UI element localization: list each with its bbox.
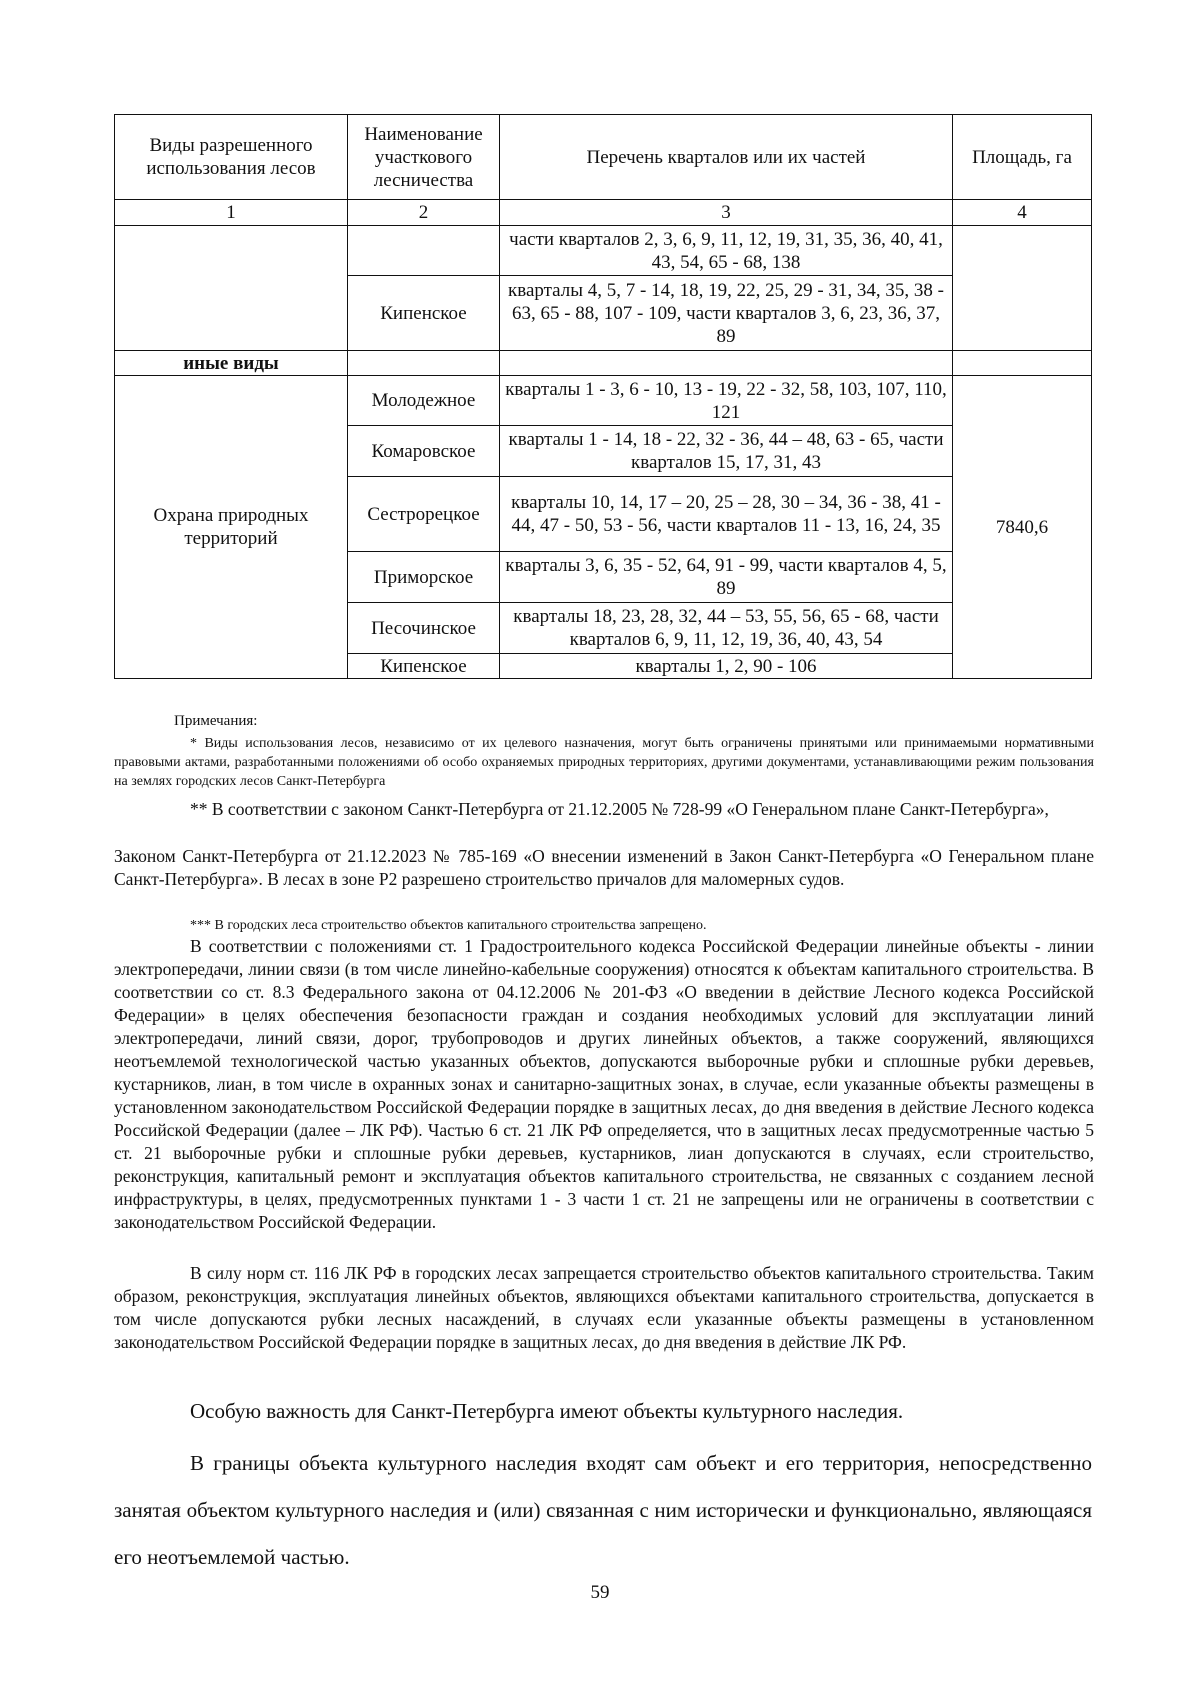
table-row: [115, 226, 1092, 276]
header-cell: Перечень кварталов или их частей: [500, 115, 953, 200]
urban-forests-paragraph: В силу норм ст. 116 ЛК РФ в городских лесах запрещается строительство объектов капитального строительства. Таким образом, реконструкция, эксплуатация линейных объектов, являющихся объектами капитального строительства, допускается в том числе допускаются рубки лесных насаждений, в случаях если указанные объекты размещены в установленном законодательством Российской Федерации порядке в защитных лесах, до дня введения в действие ЛК РФ.: [114, 1263, 1094, 1352]
empty-cell: [953, 351, 1092, 376]
empty-cell: [348, 226, 500, 276]
quarters-cell: кварталы 10, 14, 17 – 20, 25 – 28, 30 – 34, 36 - 38, 41 - 44, 47 - 50, 53 - 56, части кварталов 11 - 13, 16, 24, 35: [500, 477, 953, 552]
table-row: [115, 351, 1092, 376]
use-type-cell: иные виды: [115, 351, 348, 376]
footnote-1: * Виды использования лесов, независимо от их целевого назначения, могут быть ограничены принятыми или принимаемыми нормативными правовыми актами, разработанными положениями об особо охраняемых природных территориях, другими документами, устанавливающими режим пользования на землях городских лесов Санкт-Петербурга: [114, 736, 1094, 789]
forestry-cell: Сестрорецкое: [348, 477, 500, 552]
table-number-row: [115, 200, 1092, 226]
forestry-cell: Песочинское: [348, 603, 500, 654]
empty-cell: [115, 226, 348, 351]
footnote-3: *** В городских леса строительство объектов капитального строительства запрещено.: [190, 918, 707, 933]
column-number: 2: [348, 200, 500, 226]
table-row: [115, 376, 1092, 426]
column-number: 4: [953, 200, 1092, 226]
page-number: 59: [590, 1582, 610, 1603]
footnote-2: ** В соответствии с законом Санкт-Петербурга от 21.12.2005 № 728-99 «О Генеральном плане Санкт-Петербурга»,: [190, 799, 1049, 819]
forestry-cell: Кипенское: [348, 276, 500, 351]
use-type-cell: Охрана природных территорий: [115, 376, 348, 679]
notes-heading: Примечания:: [174, 713, 258, 729]
header-cell: Наименование участкового лесничества: [348, 115, 500, 200]
table-header-row: [115, 115, 1092, 200]
quarters-cell: части кварталов 2, 3, 6, 9, 11, 12, 19, 31, 35, 36, 40, 41, 43, 54, 65 - 68, 138: [500, 226, 953, 276]
header-cell: Виды разрешенного использования лесов: [115, 115, 348, 200]
quarters-cell: кварталы 1 - 14, 18 - 22, 32 - 36, 44 – 48, 63 - 65, части кварталов 15, 17, 31, 43: [500, 426, 953, 477]
heritage-paragraph-2: В границы объекта культурного наследия входят сам объект и его территория, непосредственно занятая объектом культурного наследия и (или) связанная с ним исторически и функционально, являющаяся его неотъемлемой частью.: [114, 1451, 1092, 1569]
forestry-cell: Комаровское: [348, 426, 500, 477]
empty-cell: [953, 226, 1092, 351]
quarters-cell: кварталы 18, 23, 28, 32, 44 – 53, 55, 56, 65 - 68, части кварталов 6, 9, 11, 12, 19, 36, 40, 43, 54: [500, 603, 953, 654]
empty-cell: [348, 351, 500, 376]
column-number: 3: [500, 200, 953, 226]
quarters-cell: кварталы 4, 5, 7 - 14, 18, 19, 22, 25, 29 - 31, 34, 35, 38 - 63, 65 - 88, 107 - 109, части кварталов 3, 6, 23, 36, 37, 89: [500, 276, 953, 351]
forestry-cell: Кипенское: [348, 654, 500, 679]
header-cell: Площадь, га: [953, 115, 1092, 200]
forestry-cell: Приморское: [348, 552, 500, 603]
heritage-paragraph-1: Особую важность для Санкт-Петербурга имеют объекты культурного наследия.: [190, 1399, 904, 1423]
area-cell: 7840,6: [953, 376, 1092, 679]
linear-objects-paragraph: В соответствии с положениями ст. 1 Градостроительного кодекса Российской Федерации линейные объекты - линии электропередачи, линии связи (в том числе линейно-кабельные сооружения) относятся к объектам капитального строительства. В соответствии со ст. 8.3 Федерального закона от 04.12.2006 № 201-ФЗ «О введении в действие Лесного кодекса Российской Федерации» в целях обеспечения безопасности граждан и создания необходимых условий для эксплуатации линий электропередачи, линий связи, дорог, трубопроводов и других линейных объектов, а также сооружений, являющихся неотъемлемой технологической частью указанных объектов, допускаются выборочные рубки и сплошные рубки деревьев, кустарников, лиан, в том числе в охранных зонах и санитарно-защитных зонах, в случае, если указанные объекты размещены в установленном законодательством Российской Федерации порядке в защитных лесах, до дня введения в действие Лесного кодекса Российской Федерации (далее – ЛК РФ). Частью 6 ст. 21 ЛК РФ определяется, что в защитных лесах предусмотренные частью 5 ст. 21 выборочные рубки и сплошные рубки деревьев, кустарников, лиан допускаются в случаях, если строительство, реконструкция, капитальный ремонт и эксплуатация объектов капитального строительства, не связанных с созданием лесной инфраструктуры, в целях, предусмотренных пунктами 1 - 3 части 1 ст. 21 не запрещены или не ограничены в соответствии с законодательством Российской Федерации.: [114, 936, 1094, 1232]
quarters-cell: кварталы 3, 6, 35 - 52, 64, 91 - 99, части кварталов 4, 5, 89: [500, 552, 953, 603]
forest-use-table: [114, 114, 1092, 679]
column-number: 1: [115, 200, 348, 226]
empty-cell: [500, 351, 953, 376]
forestry-cell: Молодежное: [348, 376, 500, 426]
quarters-cell: кварталы 1 - 3, 6 - 10, 13 - 19, 22 - 32, 58, 103, 107, 110, 121: [500, 376, 953, 426]
footnote-2-continued: Законом Санкт-Петербурга от 21.12.2023 № 785-169 «О внесении изменений в Закон Санкт-Петербурга «О Генеральном плане Санкт-Петербурга». В лесах в зоне Р2 разрешено строительство причалов для маломерных судов.: [114, 846, 1094, 889]
quarters-cell: кварталы 1, 2, 90 - 106: [500, 654, 953, 679]
